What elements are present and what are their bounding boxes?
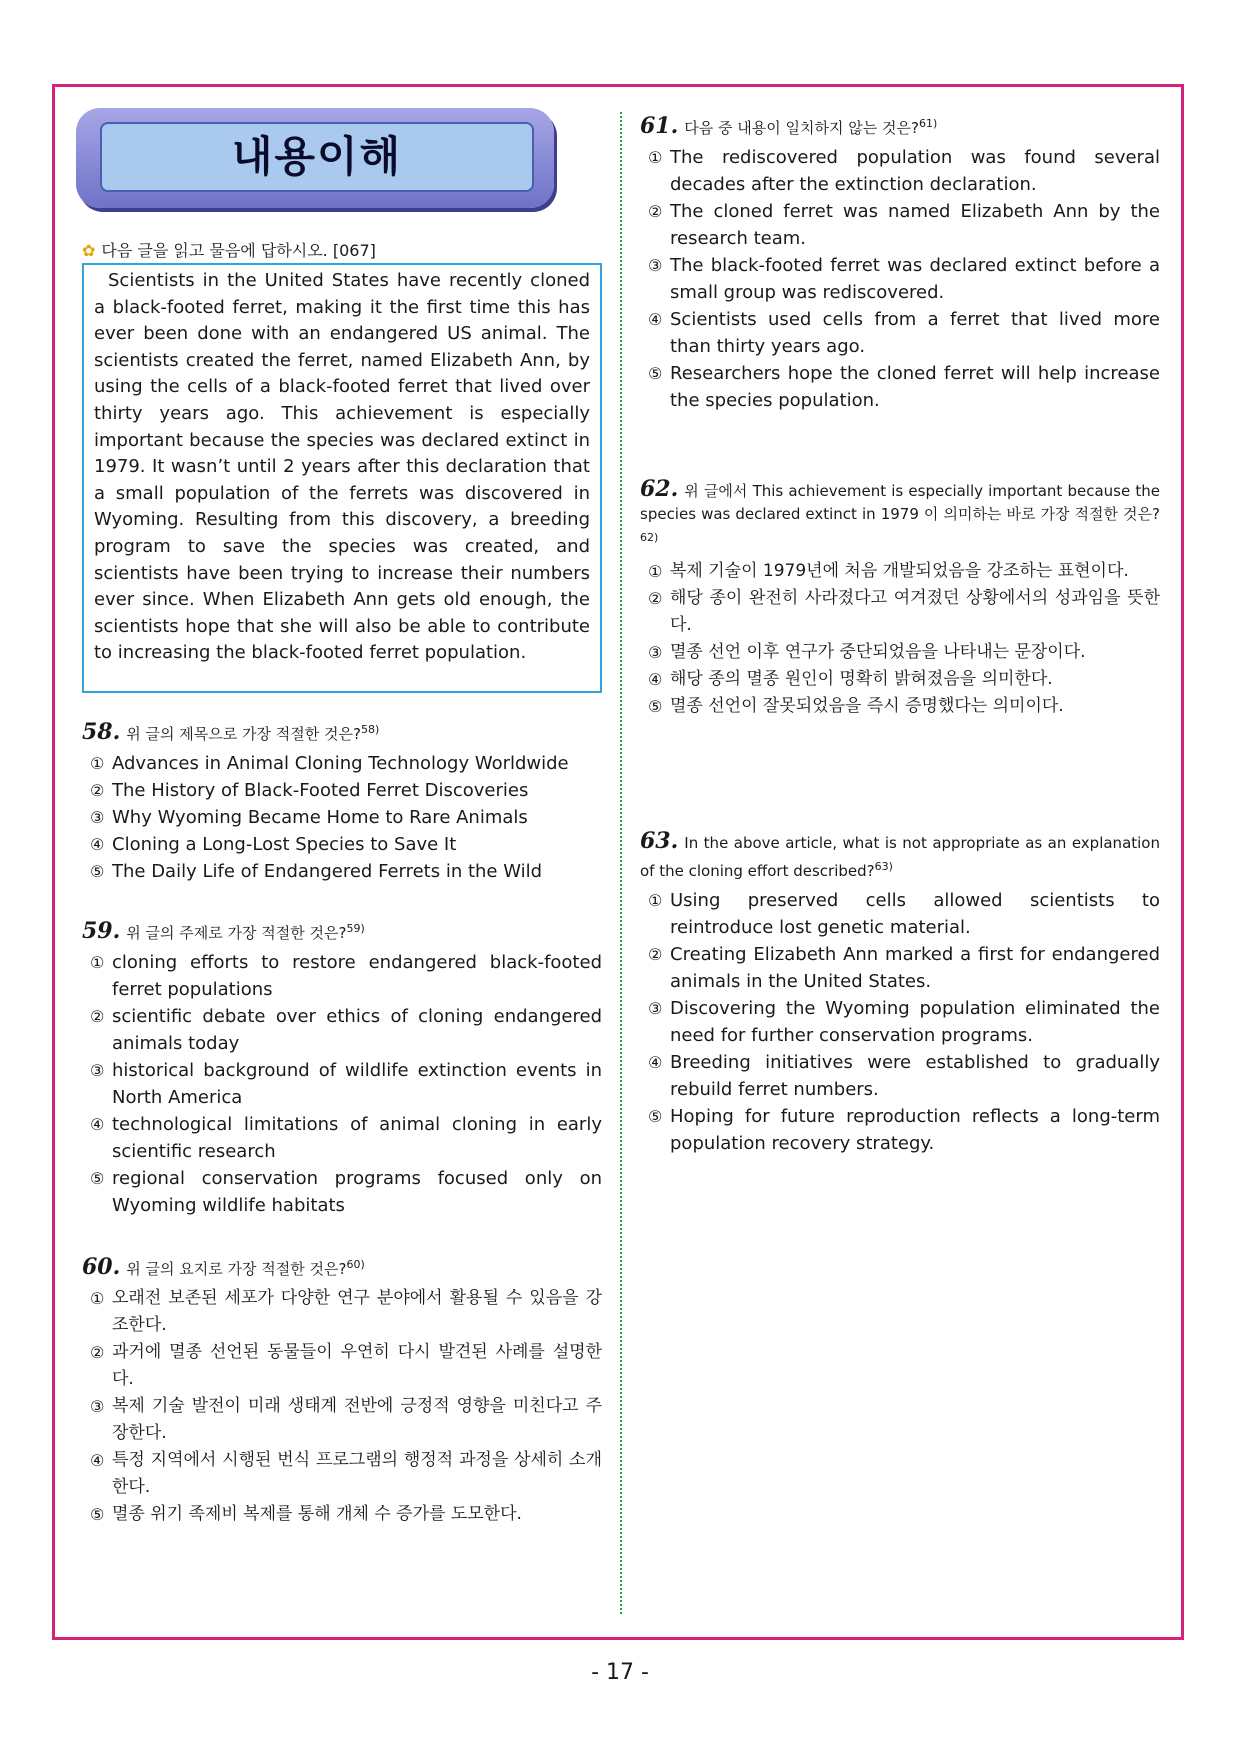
options-list <box>640 144 1160 414</box>
page-title: 내용이해 <box>100 122 534 192</box>
option-5[interactable]: ⑤ The Daily Life of Endangered Ferrets in the Wild <box>90 861 543 882</box>
footnote-ref: 63) <box>874 860 893 873</box>
question-header <box>82 718 602 746</box>
option-3[interactable]: ③ 복제 기술 발전이 미래 생태계 전반에 긍정적 영향을 미친다고 주장한다. <box>90 1396 602 1443</box>
question-62 <box>640 478 1160 720</box>
option-5[interactable]: ⑤ 멸종 위기 족제비 복제를 통해 개체 수 증가를 도모한다. <box>90 1504 522 1524</box>
column-divider <box>620 112 622 1614</box>
question-prompt: 위 글의 요지로 가장 적절한 것은? <box>126 1260 347 1278</box>
option-1[interactable]: ① Using preserved cells allowed scientists to reintroduce lost genetic material. <box>648 890 1160 938</box>
footnote-ref: 58) <box>360 723 380 736</box>
question-header <box>640 112 1160 140</box>
option-5[interactable]: ⑤ 멸종 선언이 잘못되었음을 즉시 증명했다는 의미이다. <box>648 696 1064 716</box>
question-header <box>82 1253 602 1281</box>
question-header <box>640 830 1160 883</box>
option-3[interactable]: ③ 멸종 선언 이후 연구가 중단되었음을 나타내는 문장이다. <box>648 642 1086 662</box>
question-prompt: 위 글의 주제로 가장 적절한 것은? <box>126 924 347 942</box>
option-2[interactable]: ② The cloned ferret was named Elizabeth Ann by the research team. <box>648 201 1160 249</box>
option-1[interactable]: ① Advances in Animal Cloning Technology Worldwide <box>90 753 569 774</box>
question-61 <box>640 112 1160 414</box>
option-3[interactable]: ③ historical background of wildlife extinction events in North America <box>90 1060 602 1108</box>
options-list <box>640 558 1160 720</box>
flower-icon: ✿ <box>82 241 96 260</box>
question-63 <box>640 830 1160 1157</box>
option-3[interactable]: ③ Why Wyoming Became Home to Rare Animals <box>90 807 528 828</box>
question-58 <box>82 718 602 885</box>
question-59 <box>82 917 602 1219</box>
option-2[interactable]: ② 과거에 멸종 선언된 동물들이 우연히 다시 발견된 사례를 설명한다. <box>90 1342 602 1389</box>
instruction <box>82 238 376 261</box>
option-2[interactable]: ② Creating Elizabeth Ann marked a first for endangered animals in the United States. <box>648 944 1160 992</box>
reading-passage <box>82 263 602 693</box>
options-list <box>82 949 602 1219</box>
options-list <box>640 887 1160 1157</box>
footnote-ref: 60) <box>346 1258 365 1271</box>
option-5[interactable]: ⑤ Researchers hope the cloned ferret will help increase the species population. <box>648 363 1160 411</box>
footnote-ref: 62) <box>640 531 659 544</box>
question-prompt: 위 글에서 This achievement is especially important because the species was declared extinct in 1979 이 의미하는 바로 가장 적절한 것은? <box>640 482 1160 523</box>
option-1[interactable]: ① 오래전 보존된 세포가 다양한 연구 분야에서 활용될 수 있음을 강조한다. <box>90 1288 602 1335</box>
option-4[interactable]: ④ Scientists used cells from a ferret that lived more than thirty years ago. <box>648 309 1160 357</box>
title-banner <box>76 108 554 208</box>
page-number: - 17 - <box>591 1660 649 1685</box>
question-number: 61. <box>640 113 679 139</box>
question-header <box>82 917 602 945</box>
question-prompt: In the above article, what is not appropriate as an explanation of the cloning effort described? <box>640 834 1160 880</box>
option-5[interactable]: ⑤ regional conservation programs focused only on Wyoming wildlife habitats <box>90 1168 602 1216</box>
option-5[interactable]: ⑤ Hoping for future reproduction reflects a long-term population recovery strategy. <box>648 1106 1160 1154</box>
question-number: 63. <box>640 828 679 854</box>
option-4[interactable]: ④ Cloning a Long-Lost Species to Save It <box>90 834 457 855</box>
passage-text: Scientists in the United States have recently cloned a black-footed ferret, making it the first time this has ever been done with an endangered US animal. The scientists created the ferret, named Elizabeth Ann, by using the cells of a black-footed ferret that lived over thirty years ago. This achievement is especially important because the species was declared extinct in 1979. It wasn’t until 2 years after this declaration that a small population of the ferrets was discovered in Wyoming. Resulting from this discovery, a breeding program to save the species was created, and scientists have been trying to increase their numbers ever since. When Elizabeth Ann gets old enough, the scientists hope that she will also be able to contribute to increasing the black-footed ferret population. <box>94 270 590 664</box>
question-prompt: 위 글의 제목으로 가장 적절한 것은? <box>126 725 361 743</box>
option-2[interactable]: ② 해당 종이 완전히 사라졌다고 여겨졌던 상황에서의 성과임을 뜻한다. <box>648 588 1160 635</box>
question-header <box>640 478 1160 554</box>
question-number: 60. <box>82 1254 121 1280</box>
footnote-ref: 61) <box>918 117 938 130</box>
option-3[interactable]: ③ Discovering the Wyoming population eliminated the need for further conservation programs. <box>648 998 1160 1046</box>
question-number: 59. <box>82 918 121 944</box>
options-list <box>82 750 602 885</box>
option-4[interactable]: ④ technological limitations of animal cloning in early scientific research <box>90 1114 602 1162</box>
option-2[interactable]: ② The History of Black-Footed Ferret Discoveries <box>90 780 529 801</box>
option-1[interactable]: ① The rediscovered population was found several decades after the extinction declaration. <box>648 147 1160 195</box>
option-1[interactable]: ① 복제 기술이 1979년에 처음 개발되었음을 강조하는 표현이다. <box>648 561 1129 581</box>
footnote-ref: 59) <box>346 922 365 935</box>
options-list <box>82 1285 602 1528</box>
option-3[interactable]: ③ The black-footed ferret was declared extinct before a small group was rediscovered. <box>648 255 1160 303</box>
question-number: 58. <box>82 719 121 745</box>
option-4[interactable]: ④ Breeding initiatives were established to gradually rebuild ferret numbers. <box>648 1052 1160 1100</box>
question-60 <box>82 1253 602 1528</box>
question-number: 62. <box>640 476 679 502</box>
option-4[interactable]: ④ 특정 지역에서 시행된 번식 프로그램의 행정적 과정을 상세히 소개한다. <box>90 1450 602 1497</box>
option-4[interactable]: ④ 해당 종의 멸종 원인이 명확히 밝혀졌음을 의미한다. <box>648 669 1053 689</box>
instruction-text: 다음 글을 읽고 물음에 답하시오. [067] <box>101 241 376 260</box>
option-2[interactable]: ② scientific debate over ethics of cloning endangered animals today <box>90 1006 602 1054</box>
option-1[interactable]: ① cloning efforts to restore endangered black-footed ferret populations <box>90 952 602 1000</box>
question-prompt: 다음 중 내용이 일치하지 않는 것은? <box>684 119 919 137</box>
